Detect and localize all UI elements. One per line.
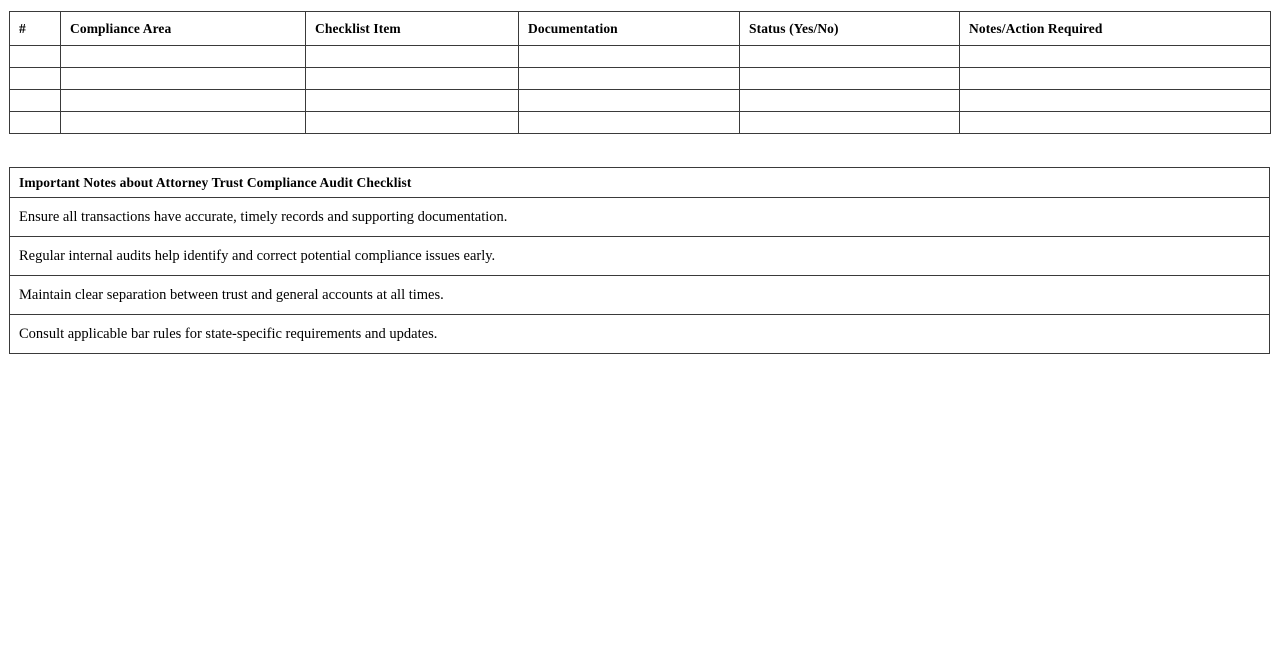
cell-checklist-item[interactable] [306, 68, 519, 90]
column-header-checklist-item: Checklist Item [306, 12, 519, 46]
column-header-documentation: Documentation [519, 12, 740, 46]
compliance-checklist-table [9, 11, 1271, 134]
table-row [10, 68, 1271, 90]
important-notes-table [9, 167, 1270, 354]
cell-compliance-area[interactable] [61, 68, 306, 90]
note-item: Regular internal audits help identify and correct potential compliance issues early. [10, 237, 1270, 276]
note-row [10, 276, 1270, 315]
column-header-status: Status (Yes/No) [740, 12, 960, 46]
cell-checklist-item[interactable] [306, 112, 519, 134]
cell-compliance-area[interactable] [61, 112, 306, 134]
cell-number[interactable] [10, 112, 61, 134]
cell-status[interactable] [740, 46, 960, 68]
cell-number[interactable] [10, 68, 61, 90]
cell-notes-action-required[interactable] [960, 46, 1271, 68]
cell-notes-action-required[interactable] [960, 90, 1271, 112]
note-item: Consult applicable bar rules for state-specific requirements and updates. [10, 315, 1270, 354]
table-row [10, 112, 1271, 134]
note-item: Maintain clear separation between trust and general accounts at all times. [10, 276, 1270, 315]
cell-number[interactable] [10, 90, 61, 112]
cell-status[interactable] [740, 112, 960, 134]
notes-heading: Important Notes about Attorney Trust Compliance Audit Checklist [10, 168, 1270, 198]
table-row [10, 90, 1271, 112]
note-row [10, 198, 1270, 237]
note-item: Ensure all transactions have accurate, timely records and supporting documentation. [10, 198, 1270, 237]
cell-compliance-area[interactable] [61, 90, 306, 112]
cell-notes-action-required[interactable] [960, 112, 1271, 134]
cell-status[interactable] [740, 90, 960, 112]
column-header-compliance-area: Compliance Area [61, 12, 306, 46]
cell-number[interactable] [10, 46, 61, 68]
cell-compliance-area[interactable] [61, 46, 306, 68]
table-row [10, 46, 1271, 68]
cell-checklist-item[interactable] [306, 90, 519, 112]
cell-documentation[interactable] [519, 68, 740, 90]
column-header-number: # [10, 12, 61, 46]
table-header-row [10, 12, 1271, 46]
cell-notes-action-required[interactable] [960, 68, 1271, 90]
notes-heading-row [10, 168, 1270, 198]
note-row [10, 315, 1270, 354]
note-row [10, 237, 1270, 276]
cell-checklist-item[interactable] [306, 46, 519, 68]
column-header-notes-action-required: Notes/Action Required [960, 12, 1271, 46]
cell-documentation[interactable] [519, 112, 740, 134]
cell-documentation[interactable] [519, 90, 740, 112]
cell-status[interactable] [740, 68, 960, 90]
cell-documentation[interactable] [519, 46, 740, 68]
